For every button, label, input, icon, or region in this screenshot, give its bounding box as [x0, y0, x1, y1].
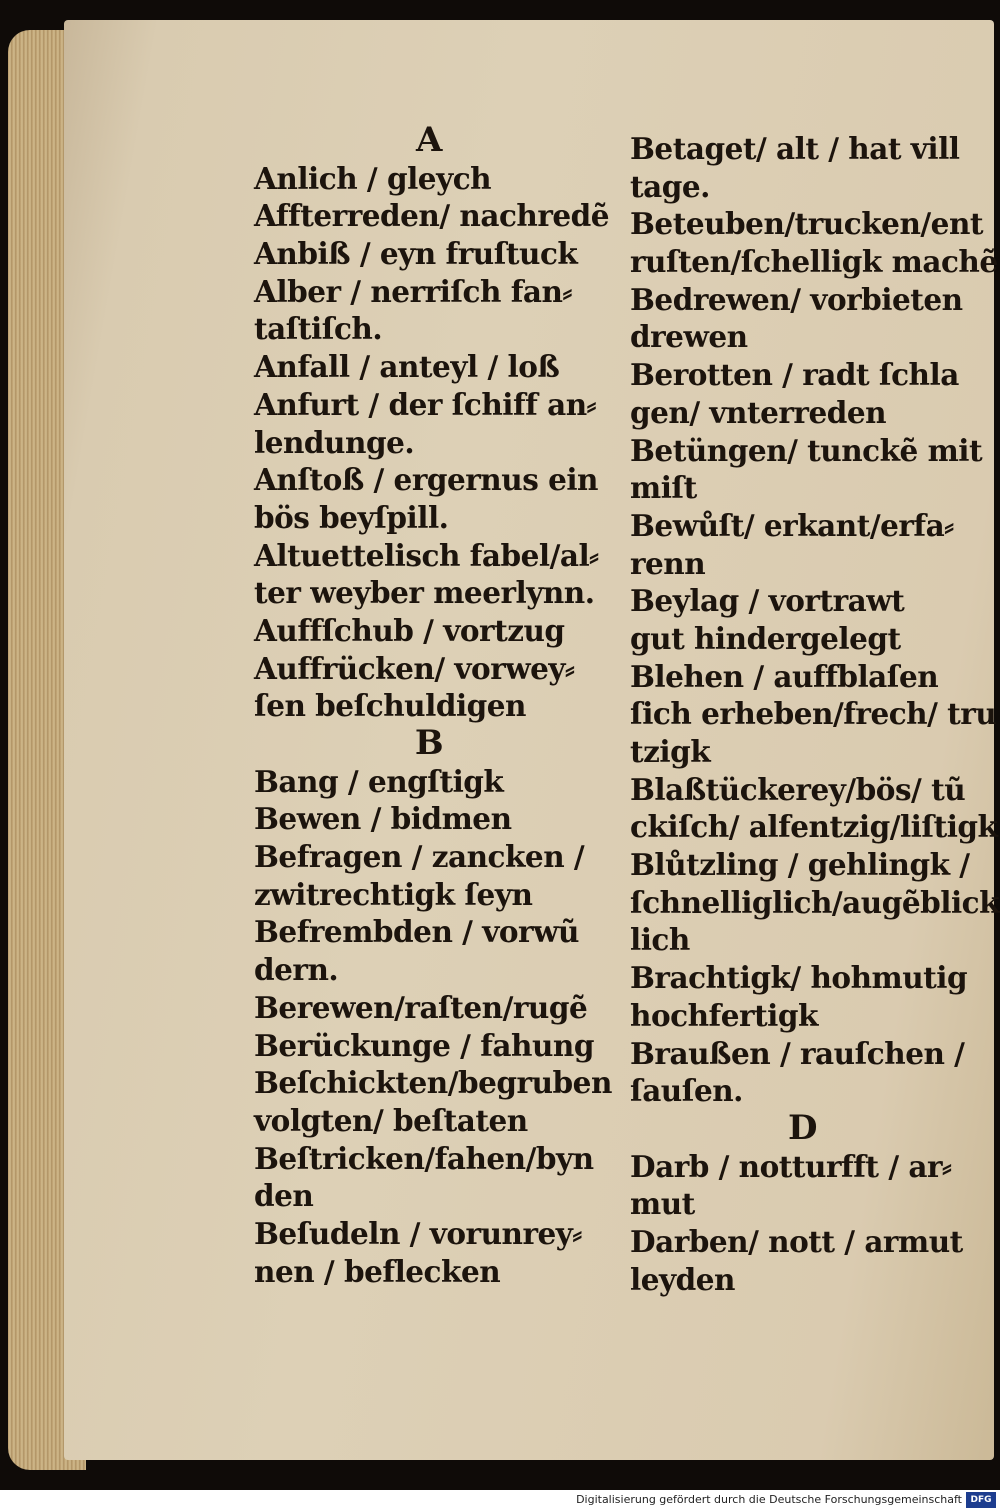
entry-line: ruſten/ſchelligk machẽ	[630, 244, 998, 280]
entry-line: Affterreden/ nachredẽ	[254, 198, 610, 234]
entry-line: gen/ vnterreden	[630, 394, 887, 430]
entry-line: Anſtoß / ergernus ein	[254, 462, 599, 498]
section-letter: D	[788, 1107, 817, 1148]
entry-line: Befrembden / vorwũ	[254, 914, 579, 950]
entry-line: Bang / engſtigk	[254, 763, 504, 799]
entry-line: Darb / notturfft / ar⸗	[630, 1148, 952, 1184]
entry-line: Braußen / rauſchen /	[630, 1035, 965, 1071]
entry-line: ſchnelliglich/augẽblick	[630, 884, 1000, 920]
entry-line: miſt	[630, 470, 697, 506]
entry-line: Darben/ nott / armut	[630, 1223, 963, 1259]
entry-line: tzigk	[630, 734, 711, 769]
entry-line: Blůtzling / gehlingk /	[630, 847, 970, 883]
entry-line: tage.	[630, 168, 710, 204]
entry-line: Anbiß / eyn fruſtuck	[254, 236, 578, 272]
entry-line: Beteuben/trucken/ent	[630, 206, 984, 242]
left-column	[254, 120, 612, 1290]
entry-line: nen / beflecken	[254, 1253, 501, 1289]
entry-line: Beſudeln / vorunrey⸗	[254, 1215, 582, 1251]
entry-line: lendunge.	[254, 424, 415, 460]
entry-line: mut	[630, 1186, 695, 1222]
entry-line: ſich erheben/frech/ tru	[630, 696, 997, 732]
entry-line: volgten/ beſtaten	[254, 1102, 528, 1138]
entry-line: Befragen / zancken /	[254, 839, 585, 875]
entry-line: Auffrücken/ vorwey⸗	[254, 650, 575, 686]
dfg-logo: DFG	[966, 1492, 996, 1508]
footer-bar	[0, 1490, 1000, 1511]
entry-line: Anfurt / der ſchiff an⸗	[254, 386, 597, 422]
entry-line: ckiſch/ alfentzig/liſtigk	[630, 809, 998, 845]
entry-line: Betüngen/ tunckẽ mit	[630, 432, 983, 468]
entry-line: Bewůſt/ erkant/erfa⸗	[630, 507, 954, 543]
entry-line: Beſtricken/fahen/byn	[254, 1140, 594, 1176]
entry-line: Bewen / bidmen	[254, 801, 512, 837]
entry-line: Auffſchub / vortzug	[254, 612, 565, 648]
entry-line: Anlich / gleych	[254, 160, 492, 196]
entry-line: lich	[630, 922, 690, 958]
entry-line: Betaget/ alt / hat vill	[630, 131, 960, 166]
entry-line: taſtiſch.	[254, 311, 383, 347]
entry-line: Bedrewen/ vorbieten	[630, 281, 963, 317]
entry-line: Beſchickten/begruben	[254, 1065, 612, 1101]
entry-line: Anfall / anteyl / loß	[254, 349, 560, 385]
entry-line: Brachtigk/ hohmutig	[630, 960, 968, 996]
entry-line: gut hindergelegt	[630, 620, 901, 656]
entry-line: hochfertigk	[630, 997, 818, 1033]
entry-line: Berewen/raſten/rugẽ	[254, 989, 588, 1025]
entry-line: drewen	[630, 319, 748, 355]
entry-line: ter weyber meerlynn.	[254, 575, 595, 611]
entry-line: Blaßtückerey/bös/ tũ	[630, 771, 966, 807]
entry-line: Beylag / vortrawt	[630, 583, 905, 619]
entry-line: Berückunge / fahung	[254, 1027, 594, 1063]
entry-line: ſauſen.	[630, 1073, 743, 1109]
section-letter: A	[416, 120, 442, 160]
entry-line: zwitrechtigk ſeyn	[254, 876, 533, 912]
entry-line: den	[254, 1178, 314, 1214]
entry-line: Blehen / auffblaſen	[630, 658, 939, 694]
entry-line: ſen beſchuldigen	[254, 688, 527, 724]
entry-line: dern.	[254, 952, 339, 988]
entry-line: leyden	[630, 1261, 735, 1297]
entry-line: bös beyſpill.	[254, 499, 449, 535]
entry-line: renn	[630, 545, 706, 581]
entry-line: Alber / nerriſch fan⸗	[254, 273, 572, 309]
footer-credit: Digitalisierung gefördert durch die Deutsche Forschungsgemeinschaft	[576, 1493, 962, 1506]
entry-line: Berotten / radt ſchla	[630, 357, 959, 393]
entry-line: Altuettelisch fabel/al⸗	[254, 537, 599, 573]
section-letter: B	[414, 723, 444, 763]
right-column	[630, 130, 1000, 1298]
